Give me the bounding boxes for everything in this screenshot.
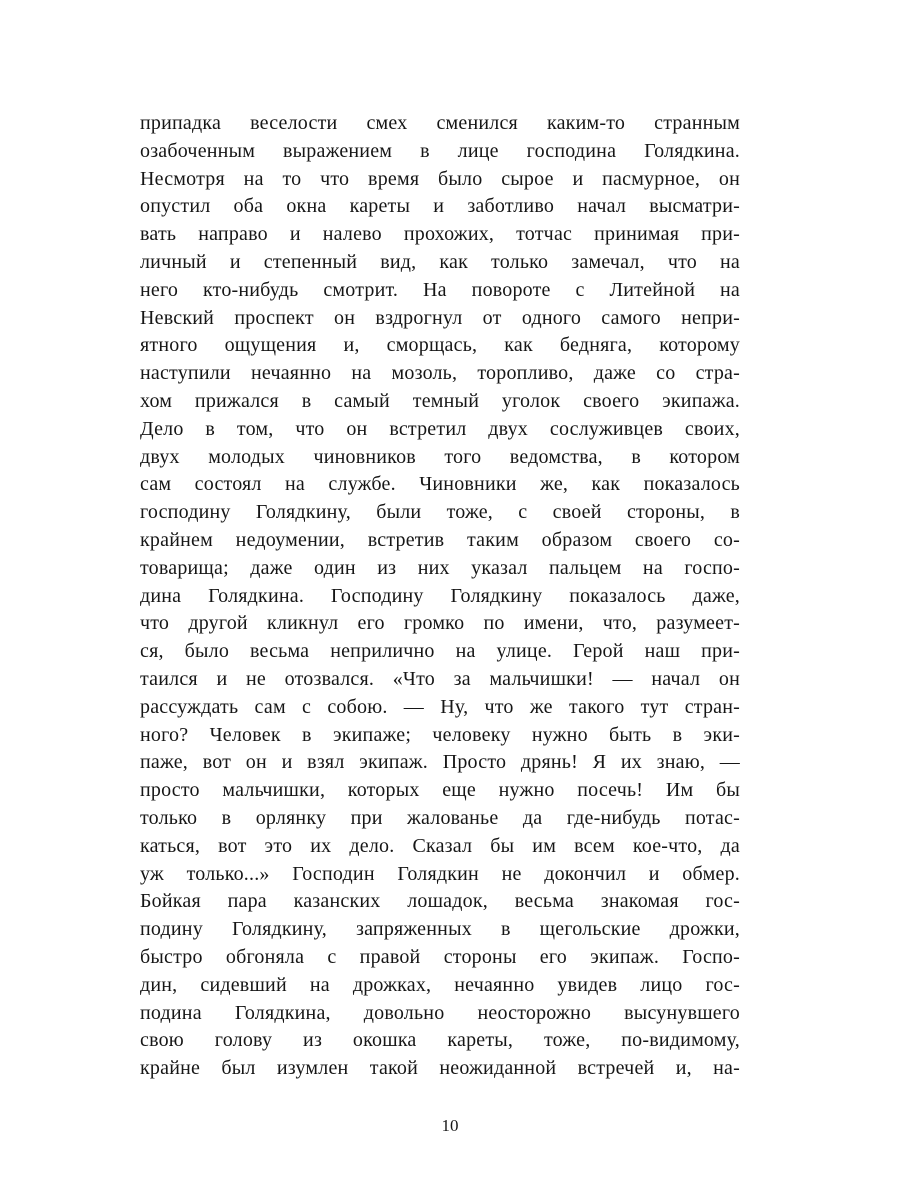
text-line: хом прижался в самый темный уголок своего экипажа. [140,389,740,412]
text-line: наступили нечаянно на мозоль, торопливо, даже со стра- [140,362,740,385]
text-line: дин, сидевший на дрожках, нечаянно увидев лицо гос- [140,973,740,996]
text-line: Бойкая пара казанских лошадок, весьма знакомая гос- [140,890,740,913]
text-line: озабоченным выражением в лице господина Голядкина. [140,139,740,162]
text-line: свою голову из окошка кареты, тоже, по-видимому, [140,1029,740,1052]
text-line: уж только...» Господин Голядкин не докончил и обмер. [140,862,740,885]
text-line: дина Голядкина. Господину Голядкину показалось даже, [140,584,740,607]
text-line: таился и не отозвался. «Что за мальчишки! — начал он [140,667,740,690]
text-line: просто мальчишки, которых еще нужно посечь! Им бы [140,779,740,802]
text-line: ятного ощущения и, сморщась, как бедняга, которому [140,334,740,357]
text-line: Дело в том, что он встретил двух сослуживцев своих, [140,417,740,440]
text-line: вать направо и налево прохожих, тотчас принимая при- [140,223,740,246]
text-line: каться, вот это их дело. Сказал бы им всем кое-что, да [140,834,740,857]
text-line: господину Голядкину, были тоже, с своей стороны, в [140,501,740,524]
text-line: паже, вот он и взял экипаж. Просто дрянь! Я их знаю, — [140,751,740,774]
text-line: только в орлянку при жалованье да где-нибудь потас- [140,806,740,829]
text-line: Несмотря на то что время было сырое и пасмурное, он [140,167,740,190]
text-line: что другой кликнул его громко по имени, что, разумеет- [140,612,740,635]
text-line: личный и степенный вид, как только замечал, что на [140,250,740,273]
page-number: 10 [441,1116,459,1135]
text-line: припадка веселости смех сменился каким-то странным [140,112,740,134]
text-block [140,110,740,1083]
text-line: него кто-нибудь смотрит. На повороте с Литейной на [140,278,740,301]
text-line: Невский проспект он вздрогнул от одного самого непри- [140,306,740,329]
text-line: двух молодых чиновников того ведомства, в котором [140,445,740,468]
text-line: сам состоял на службе. Чиновники же, как показалось [140,473,740,496]
text-line: подина Голядкина, довольно неосторожно высунувшего [140,1001,740,1024]
text-line: подину Голядкину, запряженных в щегольские дрожки, [140,918,740,941]
text-line: крайне был изумлен такой неожиданной встречей и, на- [140,1057,740,1080]
text-line: ного? Человек в экипаже; человеку нужно быть в эки- [140,723,740,746]
text-line: быстро обгоняла с правой стороны его экипаж. Госпо- [140,945,740,968]
text-line: товарища; даже один из них указал пальцем на госпо- [140,556,740,579]
text-line: рассуждать сам с собою. — Ну, что же такого тут стран- [140,695,740,718]
text-line: опустил оба окна кареты и заботливо начал высматри- [140,195,740,218]
text-line: ся, было весьма неприлично на улице. Герой наш при- [140,640,740,663]
text-line: крайнем недоумении, встретив таким образом своего со- [140,528,740,551]
